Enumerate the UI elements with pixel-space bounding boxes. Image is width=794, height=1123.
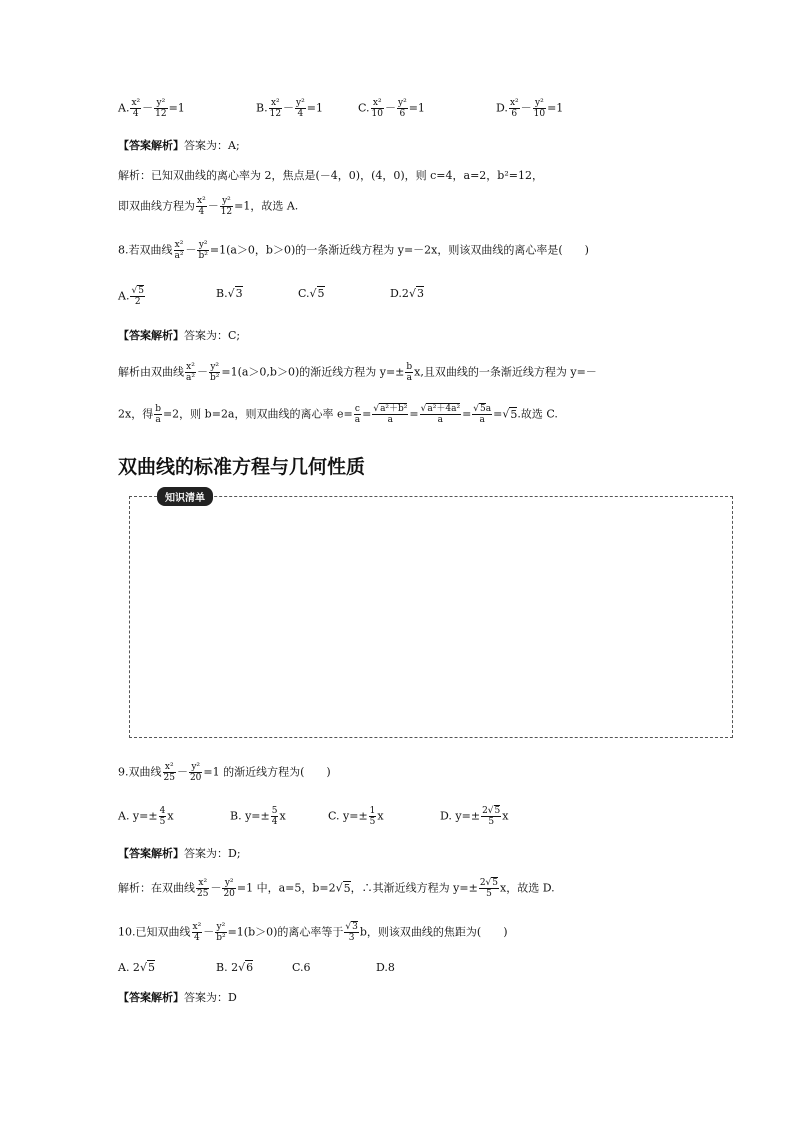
q10-option-c: C.6 bbox=[292, 961, 311, 974]
q7-option-b: B. $\frac{\text{x²}}{12}$ － $\frac{\text{y²}}{4}$ =1 bbox=[256, 98, 323, 119]
q8-explain-2: 2x，得 $\frac{b}{a}$ =2，则 b=2a，则双曲线的离心率 e= $\frac{c}{a}$ = $\frac{\text{√a²＋b²}}{a}$ = $\frac{\text{√a²＋4a²}}{a}$ = $\frac{√5a}{a}$ =√5.故选 C. bbox=[118, 404, 558, 425]
q7-explain-2: 即双曲线方程为 $\frac{\text{x²}}{4}$ － $\frac{\text{y²}}{12}$ =1，故选 A. bbox=[118, 196, 299, 217]
q9-option-d: D. y=± $\frac{2√5}{5}$ x bbox=[440, 806, 509, 827]
q9-explain: 解析：在双曲线 $\frac{\text{x²}}{25}$ － $\frac{\text{y²}}{20}$ =1 中，a=5，b=2√5，∴其渐近线方程为 y=± $\frac{2√5}{5}$ x，故选 D. bbox=[118, 878, 555, 899]
q8-option-d: D.2√3 bbox=[390, 287, 424, 300]
q8-option-b: B.√3 bbox=[216, 287, 243, 300]
q8-answer: 【答案解析】答案为：C; bbox=[118, 329, 241, 342]
q7-answer: 【答案解析】答案为：A; bbox=[118, 139, 240, 152]
q10-stem: 10.已知双曲线 $\frac{\text{x²}}{4}$ － $\frac{\text{y²}}{\text{b²}}$ =1(b＞0)的离心率等于 $\frac{√3}{3}$ b，则该双曲线的焦距为( ) bbox=[118, 922, 508, 943]
q8-explain-1: 解析由双曲线 $\frac{\text{x²}}{\text{a²}}$ － $\frac{\text{y²}}{\text{b²}}$ =1(a＞0,b＞0)的渐近线方程为 y=± $\frac{b}{a}$ x,且双曲线的一条渐近线方程为 y=－ bbox=[118, 362, 597, 383]
q9-option-a: A. y=± $\frac{4}{5}$ x bbox=[118, 806, 174, 827]
q7-option-c: C. $\frac{\text{x²}}{10}$ － $\frac{\text{y²}}{6}$ =1 bbox=[358, 98, 425, 119]
q7-explain-1: 解析：已知双曲线的离心率为 2，焦点是(－4，0)，(4，0)，则 c=4，a=2，b²=12， bbox=[118, 169, 543, 182]
q8-stem: 8.若双曲线 $\frac{\text{x²}}{\text{a²}}$ － $\frac{\text{y²}}{\text{b²}}$ =1(a＞0，b＞0)的一条渐近线方程为 y=－2x，则该双曲线的离心率是( ) bbox=[118, 240, 589, 261]
q8-option-a: A. $\frac{√5}{2}$ bbox=[118, 286, 144, 307]
q10-option-d: D.8 bbox=[376, 961, 395, 974]
knowledge-box bbox=[129, 496, 733, 738]
q8-option-c: C.√5 bbox=[298, 287, 325, 300]
knowledge-box-tag: 知识清单 bbox=[157, 487, 213, 506]
q7-option-d: D. $\frac{\text{x²}}{6}$ － $\frac{\text{y²}}{10}$ =1 bbox=[496, 98, 564, 119]
q10-answer: 【答案解析】答案为：D bbox=[118, 991, 237, 1004]
section-heading: 双曲线的标准方程与几何性质 bbox=[118, 456, 366, 478]
q9-option-b: B. y=± $\frac{5}{4}$ x bbox=[230, 806, 286, 827]
q9-answer: 【答案解析】答案为：D; bbox=[118, 847, 241, 860]
q10-option-b: B. 2√6 bbox=[216, 961, 254, 974]
q7-option-a: A. $\frac{\text{x²}}{4}$ － $\frac{\text{y²}}{12}$ =1 bbox=[118, 98, 185, 119]
q10-option-a: A. 2√5 bbox=[118, 961, 155, 974]
q9-option-c: C. y=± $\frac{1}{5}$ x bbox=[328, 806, 384, 827]
q9-stem: 9.双曲线 $\frac{\text{x²}}{25}$ － $\frac{\text{y²}}{20}$ =1 的渐近线方程为( ) bbox=[118, 762, 331, 783]
